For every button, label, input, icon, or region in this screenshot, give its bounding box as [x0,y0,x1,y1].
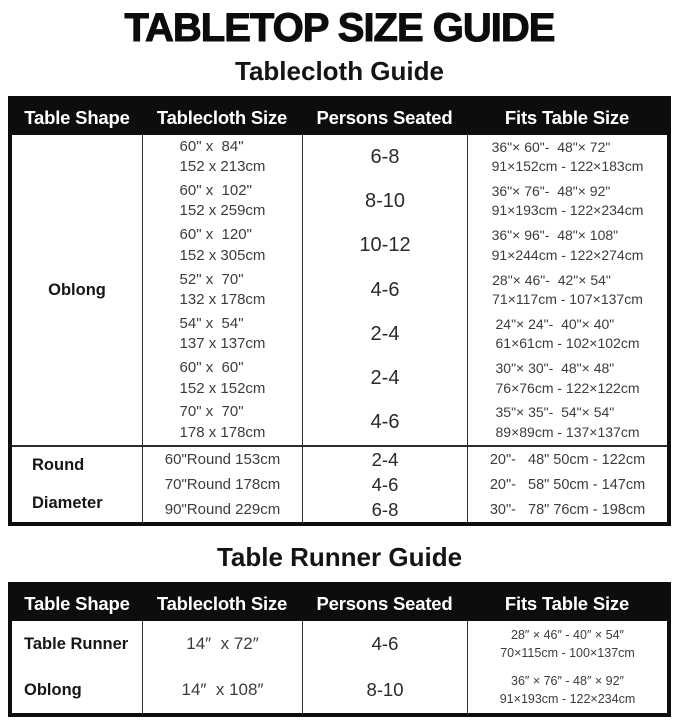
size-cell: 60" x 84" 152 x 213cm [142,135,302,179]
size-cell: 70" x 70" 178 x 178cm [142,401,302,445]
page-title: TABLETOP SIZE GUIDE [124,6,555,50]
shape-label: Diameter [32,493,103,512]
fits-cell: 36"× 76"- 48"× 92" 91×193cm - 122×234cm [467,179,667,223]
shape-cell-oblong [12,135,142,445]
persons-cell: 2-4 [302,356,467,400]
fits-cell: 36"× 96"- 48"× 108" 91×244cm - 122×274cm [467,224,667,268]
fits-cell: 28"× 46"- 42"× 54" 71×117cm - 107×137cm [467,268,667,312]
table-row [142,401,667,445]
shape-cell-round-diameter [12,447,142,522]
runner-section [12,621,667,713]
shape-label: Table Runner [24,634,129,653]
header-fits-table-size: Fits Table Size [504,106,630,128]
persons-cell: 10-12 [302,224,467,268]
header-table-shape: Table Shape [24,592,130,614]
shape-label: Round [32,456,85,475]
header-table-shape: Table Shape [24,106,130,128]
fits-cell: 30"- 78" 76cm - 198cm [467,497,667,522]
table-runner-table [8,582,671,717]
header-tablecloth-size: Tablecloth Size [156,592,288,614]
fits-cell: 36"× 60"- 48"× 72" 91×152cm - 122×183cm [467,135,667,179]
fits-cell: 24"× 24"- 40"× 40" 61×61cm - 102×102cm [467,312,667,356]
header-tablecloth-size: Tablecloth Size [156,106,288,128]
persons-cell: 4-6 [302,472,467,497]
persons-cell: 2-4 [302,312,467,356]
shape-label: Oblong [24,680,82,699]
persons-cell: 2-4 [302,447,467,472]
persons-cell: 4-6 [302,401,467,445]
persons-cell: 8-10 [302,667,467,713]
table-row [142,621,667,667]
oblong-section [12,135,667,445]
fits-cell: 20"- 48" 50cm - 122cm [467,447,667,472]
table-runner-guide-title: Table Runner Guide [216,542,463,573]
size-cell: 14″ x 108″ [142,667,302,713]
header-persons-seated: Persons Seated [316,106,453,128]
table-row [142,268,667,312]
round-section [12,445,667,522]
persons-cell: 6-8 [302,135,467,179]
table-row [142,447,667,472]
size-cell: 60" x 102" 152 x 259cm [142,179,302,223]
persons-cell: 6-8 [302,497,467,522]
header-persons-seated: Persons Seated [316,592,453,614]
size-cell: 60" x 60" 152 x 152cm [142,356,302,400]
fits-cell: 30"× 30"- 48"× 48" 76×76cm - 122×122cm [467,356,667,400]
tablecloth-guide-title: Tablecloth Guide [235,56,444,86]
size-cell: 60"Round 153cm [142,447,302,472]
size-cell: 14″ x 72″ [142,621,302,667]
table-row [142,667,667,713]
size-cell: 60" x 120" 152 x 305cm [142,224,302,268]
size-cell: 54" x 54" 137 x 137cm [142,312,302,356]
table-row [142,179,667,223]
tablecloth-table [8,96,671,526]
header-fits-table-size: Fits Table Size [504,592,630,614]
table-row [142,356,667,400]
size-cell: 70"Round 178cm [142,472,302,497]
table-row [142,497,667,522]
table-runner-table-header [12,586,667,621]
table-row [142,312,667,356]
size-cell: 52" x 70" 132 x 178cm [142,268,302,312]
fits-cell: 36″ × 76″ - 48″ × 92″ 91×193cm - 122×234cm [467,667,667,713]
fits-cell: 28″ × 46″ - 40″ × 54″ 70×115cm - 100×137cm [467,621,667,667]
fits-cell: 35"× 35"- 54"× 54" 89×89cm - 137×137cm [467,401,667,445]
table-row [142,472,667,497]
fits-cell: 20"- 58" 50cm - 147cm [467,472,667,497]
persons-cell: 4-6 [302,621,467,667]
tablecloth-table-header [12,100,667,135]
persons-cell: 4-6 [302,268,467,312]
table-row [142,135,667,179]
shape-label: Oblong [48,280,106,299]
persons-cell: 8-10 [302,179,467,223]
size-cell: 90"Round 229cm [142,497,302,522]
shape-cell-table-runner [12,621,142,713]
table-row [142,224,667,268]
